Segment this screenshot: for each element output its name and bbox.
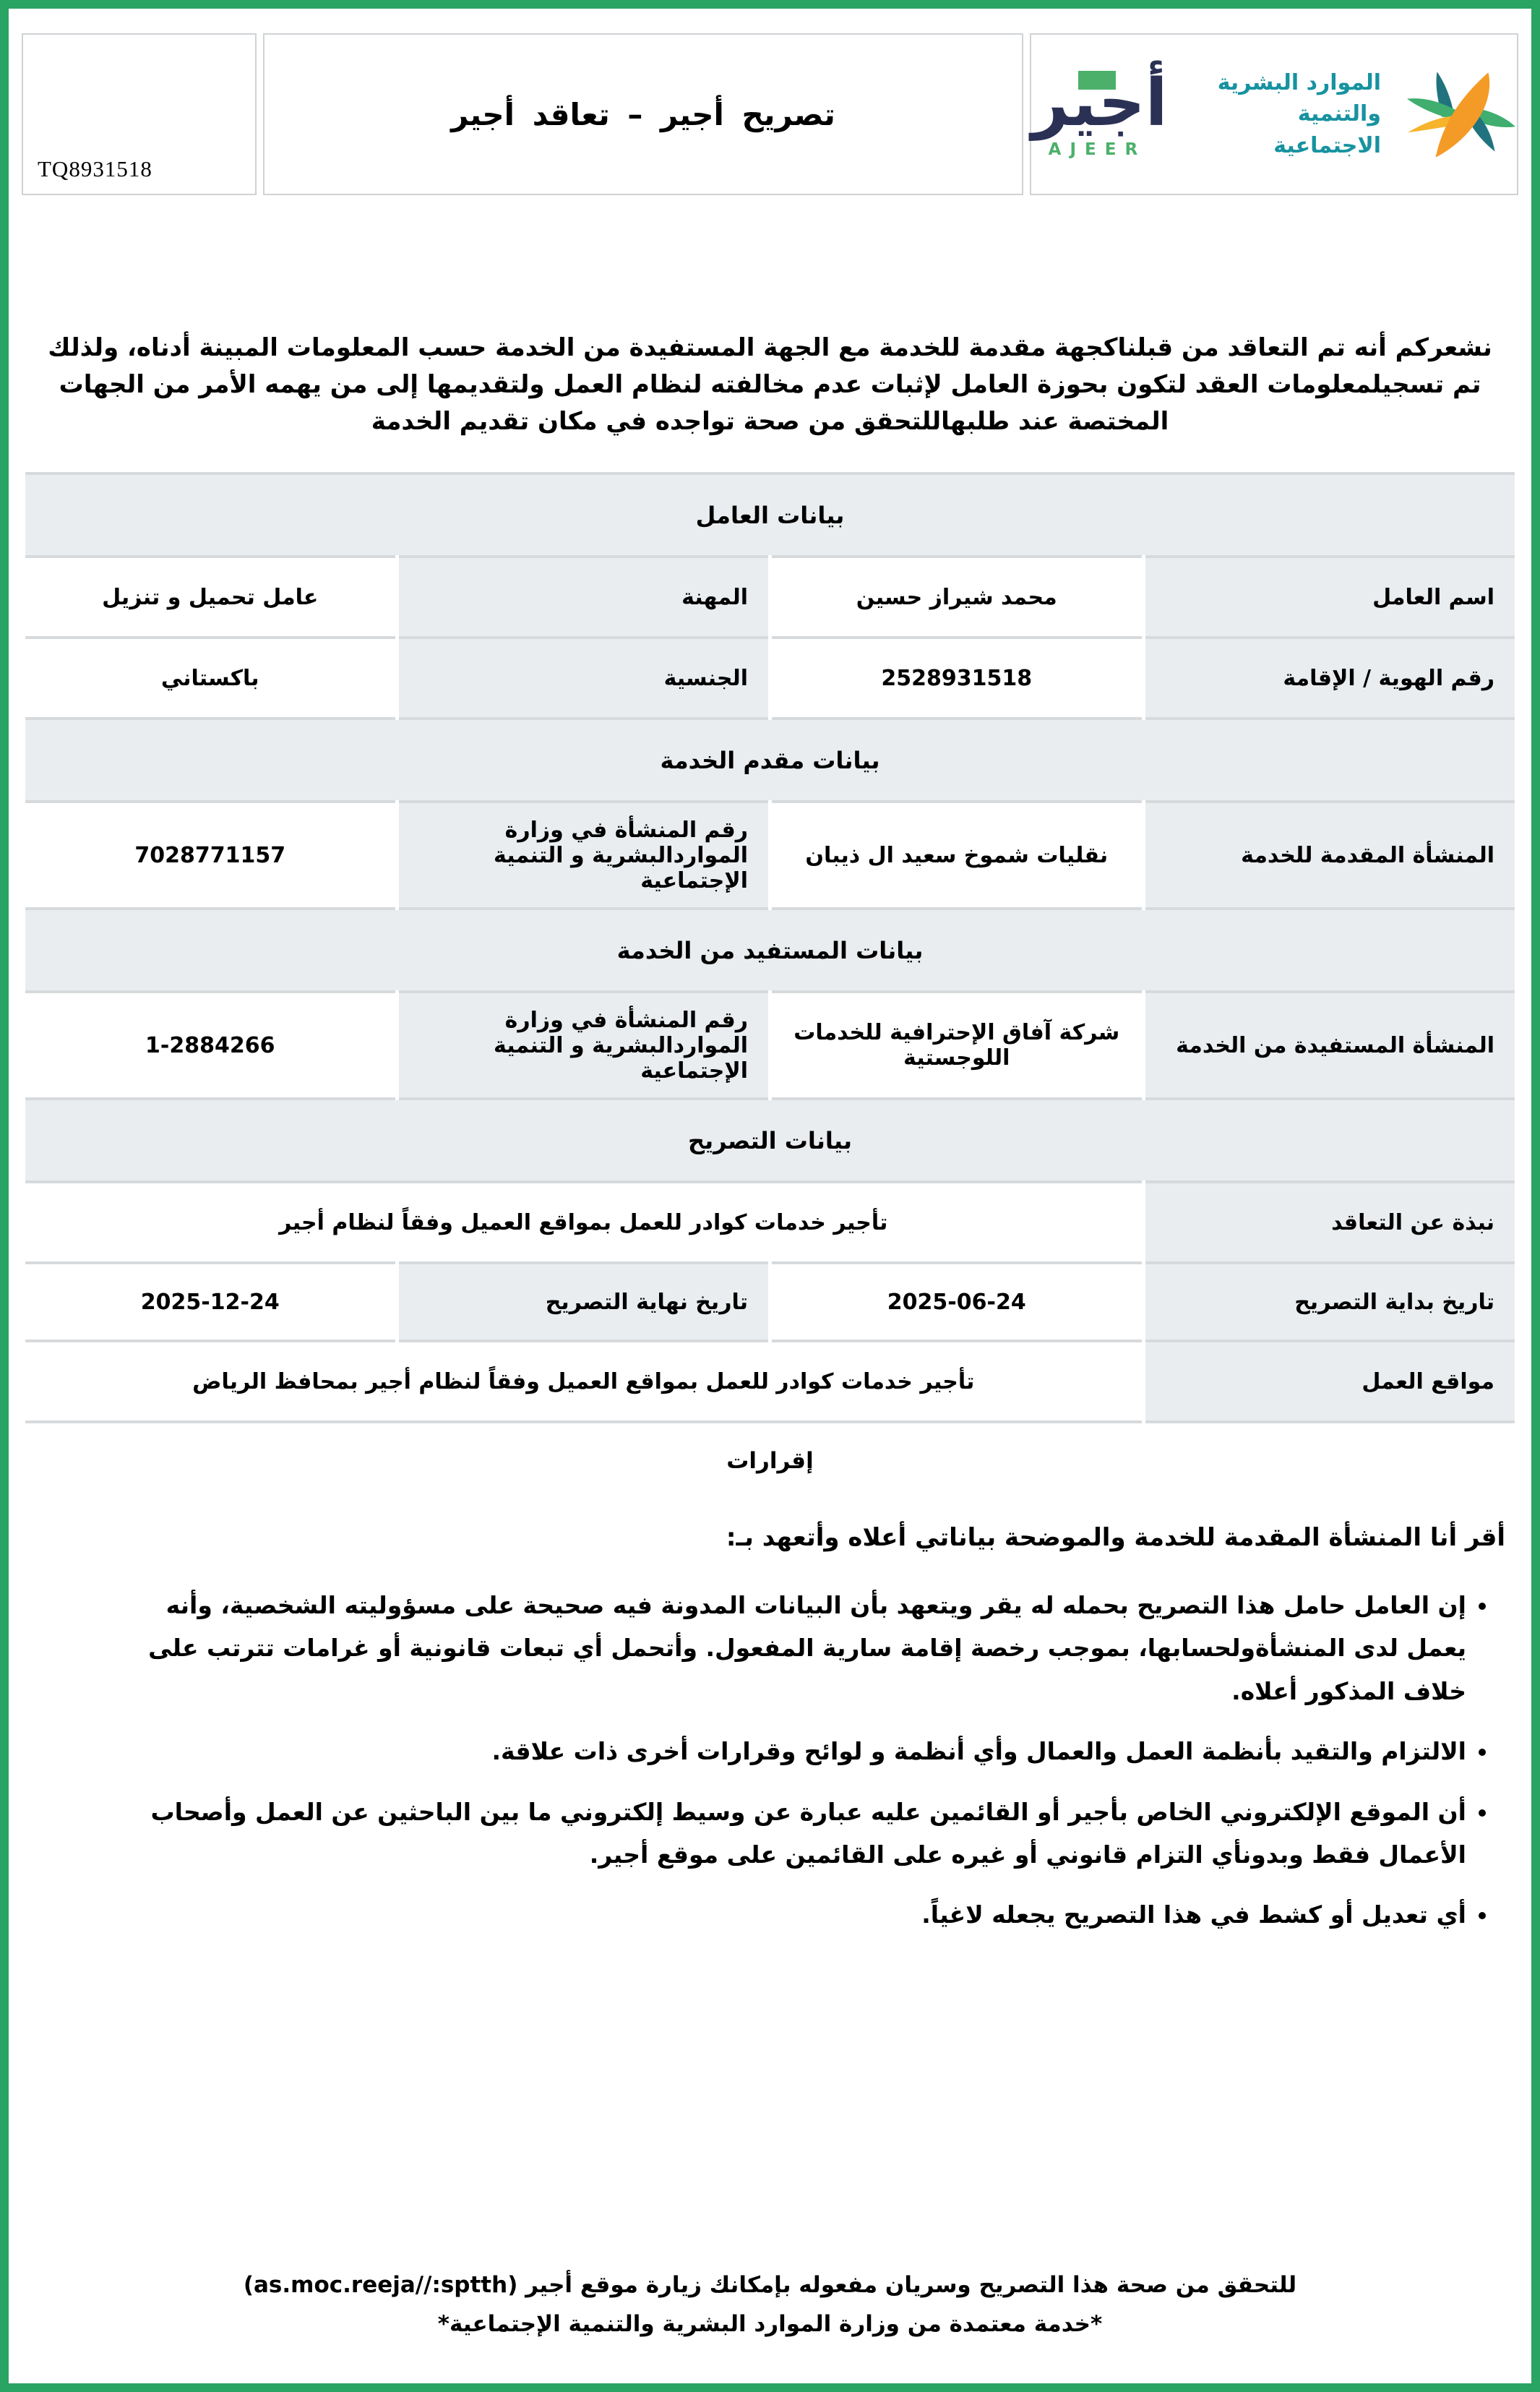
ministry-emblem-icon [1407, 69, 1517, 159]
declaration-item: • أي تعديل أو كشط في هذا التصريح يجعله لاغياً. [117, 1893, 1466, 1936]
declaration-item: • الالتزام والتقيد بأنظمة العمل والعمال وأي أنظمة و لوائح وقرارات أخرى ذات علاقة. [117, 1730, 1466, 1772]
table-row-contract-about [24, 1182, 1517, 1263]
beneficiary-mol-number-value: 1-2884266 [24, 992, 397, 1099]
section-header-worker [24, 473, 1517, 557]
declarations-list [117, 1584, 1495, 1937]
end-date-label: تاريخ نهاية التصريح [397, 1263, 770, 1341]
table-row-worker-id [24, 638, 1517, 719]
provider-establishment-label: المنشأة المقدمة للخدمة [1143, 802, 1517, 909]
nationality-value: باكستاني [24, 638, 397, 719]
work-locations-value: تأجير خدمات كوادر للعمل بمواقع العميل وفقاً لنظام أجير بمحافظ الرياض [24, 1341, 1144, 1422]
section-header-provider [24, 719, 1517, 802]
declaration-item: • إن العامل حامل هذا التصريح بحمله له يقر ويتعهد بأن البيانات المدونة فيه صحيحة على مسؤوليته الشخصية، وأنه يعمل لدى المنشأةولحسابها، بموجب رخصة إقامة سارية المفعول. وأتحمل أي تبعات قانونية أو غرامات تترتب على خلاف المذكور أعلاه. [117, 1584, 1466, 1712]
contract-about-label: نبذة عن التعاقد [1143, 1182, 1517, 1263]
section-header-beneficiary [24, 909, 1517, 992]
title-box [263, 33, 1023, 195]
declarations-intro: أقر أنا المنشأة المقدمة للخدمة والموضحة بياناتي أعلاه وأتعهد بـ: [726, 1523, 1505, 1552]
ajeer-logo-arabic: أجير [1031, 64, 1168, 141]
beneficiary-establishment-value: شركة آفاق الإحترافية للخدمات اللوجستية [770, 992, 1144, 1099]
ministry-name [1194, 67, 1381, 162]
ajeer-logo [1031, 64, 1168, 160]
start-date-label: تاريخ بداية التصريح [1143, 1263, 1517, 1341]
beneficiary-establishment-label: المنشأة المستفيدة من الخدمة [1143, 992, 1517, 1099]
permit-number-box [22, 33, 257, 195]
worker-name-value: محمد شيراز حسين [770, 557, 1144, 638]
table-row-provider [24, 802, 1517, 909]
document-header [22, 33, 1518, 195]
intro-paragraph: نشعركم أنه تم التعاقد من قبلناكجهة مقدمة للخدمة مع الجهة المستفيدة من الخدمة حسب المعلومات المبينة أدناه، ولذلك تم تسجيلمعلومات العقد لتكون بحوزة العامل لإثبات عدم مخالفته لنظام العمل ولتقديمها إلى من يهمه الأمر من الجهات المختصة عند طلبهاللتحقق من صحة تواجده في مكان تقديم الخدمة [48, 333, 1492, 436]
nationality-label: الجنسية [397, 638, 770, 719]
start-date-value: 2025-06-24 [770, 1263, 1144, 1341]
provider-establishment-value: نقليات شموخ سعيد ال ذيبان [770, 802, 1144, 909]
id-number-value: 2528931518 [770, 638, 1144, 719]
section-title-provider: بيانات مقدم الخدمة [24, 719, 1517, 802]
permit-number: TQ8931518 [38, 156, 152, 181]
document-footer [9, 2272, 1531, 2350]
permit-data-table [22, 472, 1518, 1423]
verification-note: للتحقق من صحة هذا التصريح وسريان مفعوله بإمكانك زيارة موقع أجير (as.moc.reeja//:sptth) [243, 2272, 1297, 2298]
ministry-name-line2: والتنمية الاجتماعية [1273, 101, 1381, 158]
work-locations-label: مواقع العمل [1143, 1341, 1517, 1422]
ajeer-logo-latin: AJEER [1048, 140, 1147, 160]
logos-box [1030, 33, 1518, 195]
table-row-work-locations [24, 1341, 1517, 1422]
provider-mol-number-label: رقم المنشأة في وزارة المواردالبشرية و التنمية الإجتماعية [397, 802, 770, 909]
contract-about-value: تأجير خدمات كوادر للعمل بمواقع العميل وفقاً لنظام أجير [24, 1182, 1144, 1263]
declarations-title: إقرارات [726, 1448, 814, 1474]
table-row-permit-dates [24, 1263, 1517, 1341]
provider-mol-number-value: 7028771157 [24, 802, 397, 909]
beneficiary-mol-number-label: رقم المنشأة في وزارة المواردالبشرية و التنمية الإجتماعية [397, 992, 770, 1099]
end-date-value: 2025-12-24 [24, 1263, 397, 1341]
declaration-item: • أن الموقع الإلكتروني الخاص بأجير أو القائمين عليه عبارة عن وسيط إلكتروني ما بين الباحثين عن العمل وأصحاب الأعمال فقط وبدونأي التزام قانوني أو غيره على القائمين على موقع أجير. [117, 1791, 1466, 1877]
table-row-worker-name [24, 557, 1517, 638]
section-title-worker: بيانات العامل [24, 473, 1517, 557]
accreditation-note: *خدمة معتمدة من وزارة الموارد البشرية والتنمية الإجتماعية* [437, 2311, 1103, 2337]
profession-label: المهنة [397, 557, 770, 638]
profession-value: عامل تحميل و تنزيل [24, 557, 397, 638]
ministry-name-line1: الموارد البشرية [1217, 69, 1381, 95]
section-title-beneficiary: بيانات المستفيد من الخدمة [24, 909, 1517, 992]
worker-name-label: اسم العامل [1143, 557, 1517, 638]
table-row-beneficiary [24, 992, 1517, 1099]
id-number-label: رقم الهوية / الإقامة [1143, 638, 1517, 719]
section-header-permit [24, 1099, 1517, 1182]
section-title-permit: بيانات التصريح [24, 1099, 1517, 1182]
page-title: تصريح أجير – تعاقد أجير [451, 96, 835, 132]
